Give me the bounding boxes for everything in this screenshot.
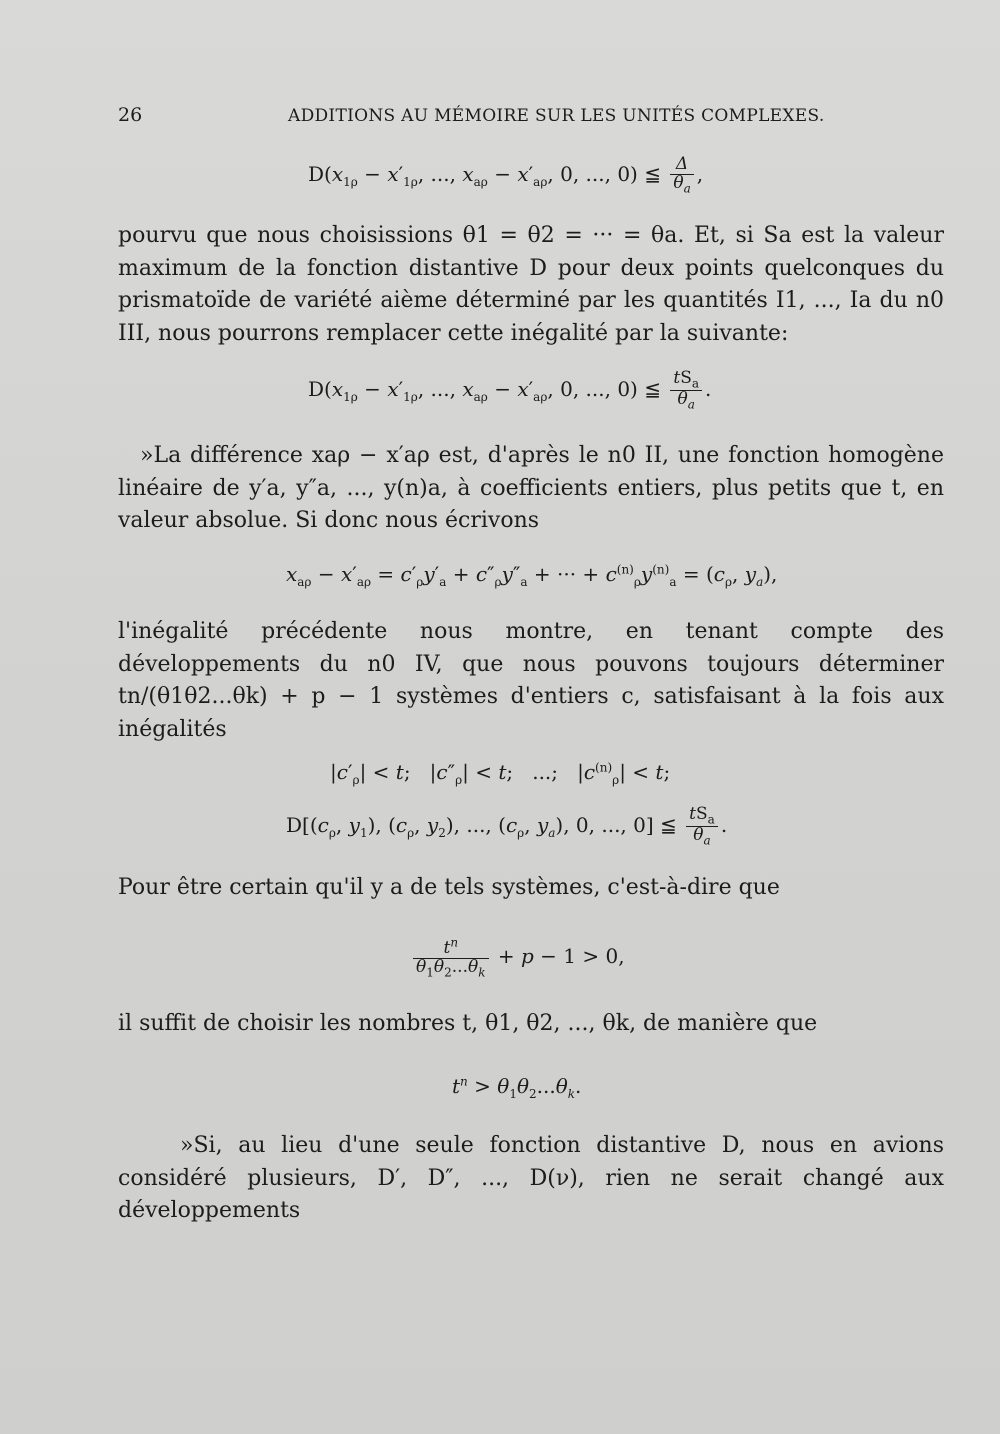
paragraph-1: pourvu que nous choisissions θ1 = θ2 = ··· = θa. Et, si Sa est la valeur maximum de la fonction distantive D pour deux points quelconques du prismatoïde de variété aième déterminé par les quantités I1, ..., Ia du n0 III, nous pourrons remplacer cette inégalité par la suivante: — [118, 223, 944, 346]
equation-2: $D(x_{1\rho} - x'_{1\rho}$, ..., $x_{a\rho} - x'_{a\rho}$, 0, ..., 0) ≦ $\frac{tS_a}{\theta_a}$ . — [308, 368, 712, 412]
equation-4: $|c'_\rho| < t$; $|c''_\rho| < t$; ...; $|c^{(n)}_\rho| < t$; — [330, 760, 671, 787]
page-number: 26 — [118, 104, 143, 126]
paragraph-6: »Si, au lieu d'une seule fonction distantive D, nous en avions considéré plusieurs, D′, D″, ..., D(ν), rien ne serait changé aux développements — [118, 1133, 944, 1223]
running-title: ADDITIONS AU MÉMOIRE SUR LES UNITÉS COMPLEXES. — [288, 106, 825, 126]
paragraph-2: »La différence xaρ − x′aρ est, d'après le n0 II, une fonction homogène linéaire de y′a, y″a, ..., y(n)a, à coefficients entiers, plus petits que t, en valeur absolue. Si donc nous écrivons — [118, 443, 944, 533]
equation-5: $D[(c_\rho$, $y_1$), ($c_\rho$, $y_2$), ..., ($c_\rho$, $y_a$), 0, ..., 0] ≦ $\frac{tS_a}{\theta_a}$ . — [286, 804, 728, 848]
equation-6: $\frac{t^n}{\theta_1\theta_2...\theta_k}$ + p − 1 > 0, — [410, 936, 625, 978]
equation-7: $t^n > \theta_1\theta_2...\theta_k$. — [452, 1074, 582, 1101]
equation-1: $D(x_{1\rho} - x'_{1\rho}$, ..., $x_{a\rho} - x'_{a\rho}$, 0, ..., 0) ≦ $\frac{\Delta}{\theta_a}$ , — [308, 154, 704, 196]
page-header — [118, 104, 944, 134]
paragraph-3: l'inégalité précédente nous montre, en tenant compte des développements du n0 IV, que nous pouvons toujours déterminer tn/(θ1θ2...θk) + p − 1 systèmes d'entiers c, satisfaisant à la fois aux inégalités — [118, 619, 944, 742]
paragraph-5: il suffit de choisir les nombres t, θ1, θ2, ..., θk, de manière que — [118, 1011, 818, 1036]
equation-3: $x_{a\rho} - x'_{a\rho} = c'_\rho y'_a + c''_\rho y''_a$ + ··· + $c^{(n)}_\rho y^{(n)}_a = (c_\rho$, $y_a$), — [286, 562, 778, 589]
paragraph-4: Pour être certain qu'il y a de tels systèmes, c'est-à-dire que — [118, 875, 780, 900]
